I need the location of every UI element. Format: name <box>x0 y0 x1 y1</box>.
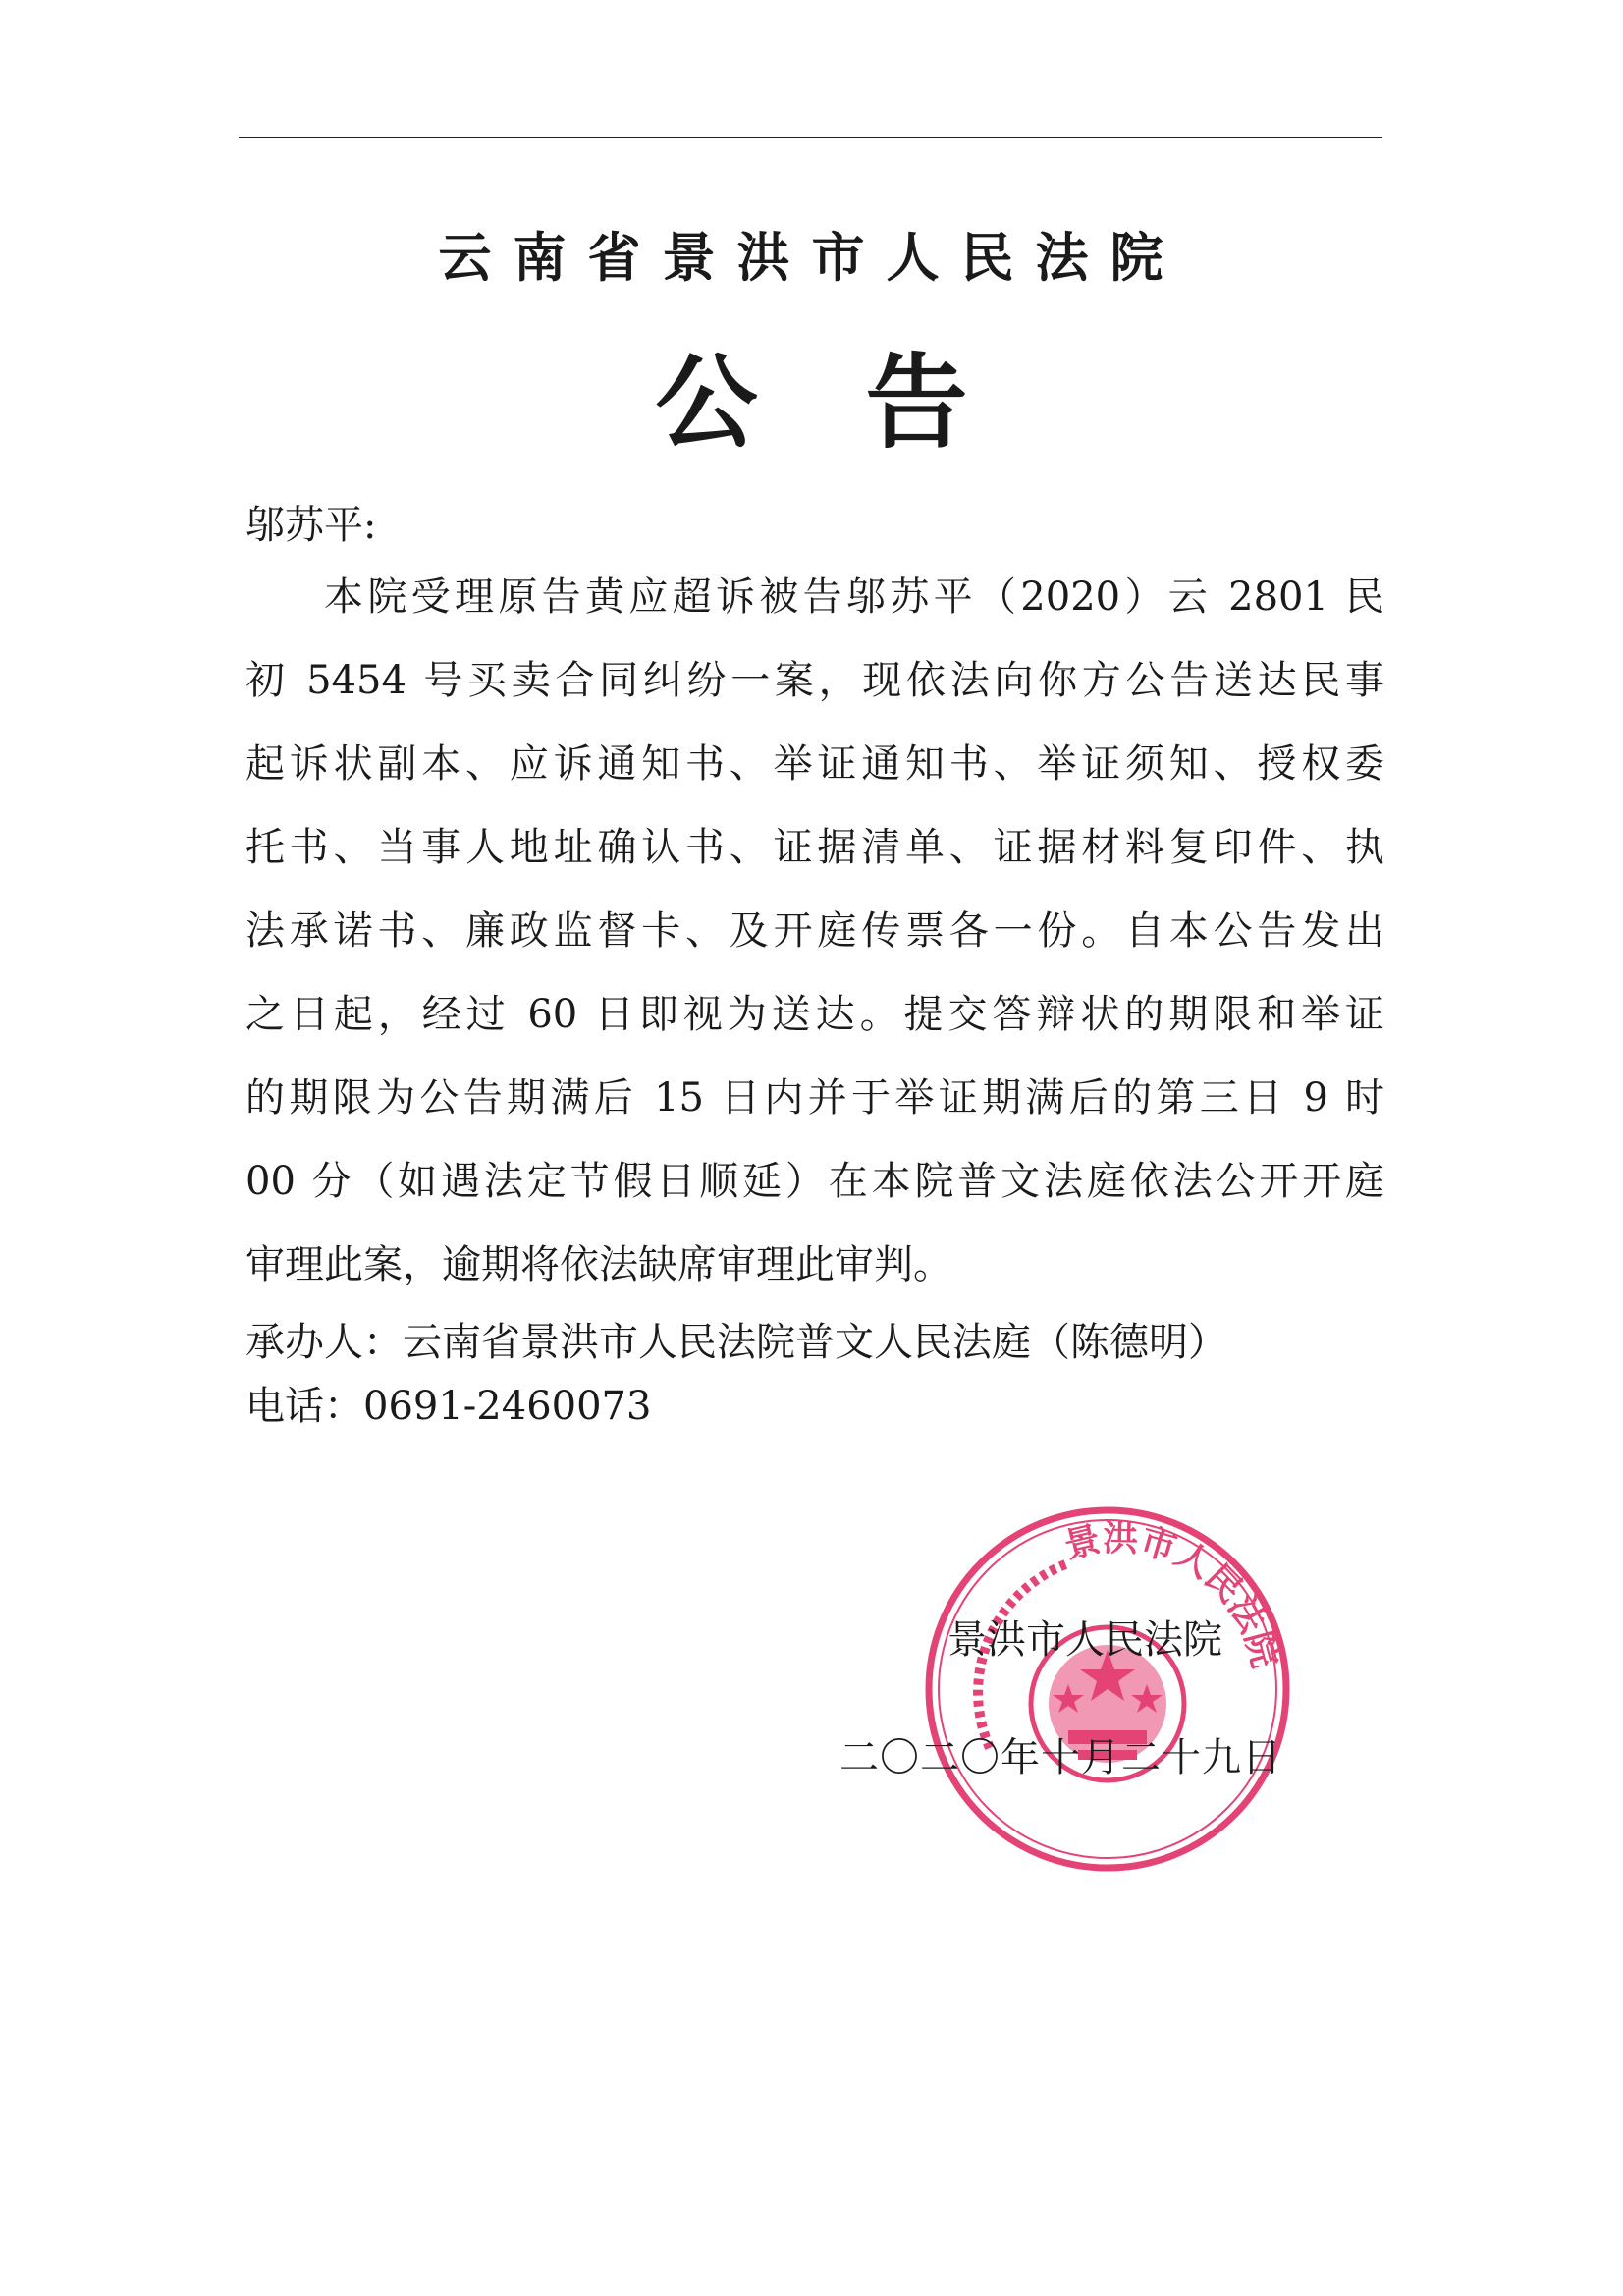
body-line: 起诉状副本、应诉通知书、举证通知书、举证须知、授权委 <box>245 741 1384 787</box>
header-rule <box>239 137 1382 138</box>
body-line: 托书、当事人地址确认书、证据清单、证据材料复印件、执 <box>245 825 1384 870</box>
notice-body <box>245 568 1384 1319</box>
addressee: 邬苏平: <box>245 503 377 548</box>
court-seal-stamp <box>921 1503 1294 1876</box>
phone-line: 电话：0691-2460073 <box>245 1384 652 1429</box>
body-line: 本院受理原告黄应超诉被告邬苏平（2020）云 2801 民 <box>324 574 1384 620</box>
body-line: 初 5454 号买卖合同纠纷一案，现依法向你方公告送达民事 <box>245 658 1384 703</box>
body-line: 的期限为公告期满后 15 日内并于举证期满后的第三日 9 时 <box>245 1075 1384 1121</box>
handler-line: 承办人：云南省景洪市人民法院普文人民法庭（陈德明） <box>245 1320 1227 1365</box>
svg-text:景洪市人民法院: 景洪市人民法院 <box>1060 1517 1286 1672</box>
signature-date: 二〇二〇年十月二十九日 <box>839 1735 1282 1780</box>
body-line: 00 分（如遇法定节假日顺延）在本院普文法庭依法公开开庭 <box>245 1159 1384 1204</box>
notice-title: 公告 <box>655 342 1076 463</box>
body-line: 审理此案，逾期将依法缺席审理此审判。 <box>245 1242 952 1287</box>
body-line: 之日起，经过 60 日即视为送达。提交答辩状的期限和举证 <box>245 992 1384 1037</box>
body-line: 法承诺书、廉政监督卡、及开庭传票各一份。自本公告发出 <box>245 908 1384 954</box>
court-name-heading: 云南省景洪市人民法院 <box>438 226 1185 289</box>
signature-court-name: 景洪市人民法院 <box>947 1617 1222 1663</box>
